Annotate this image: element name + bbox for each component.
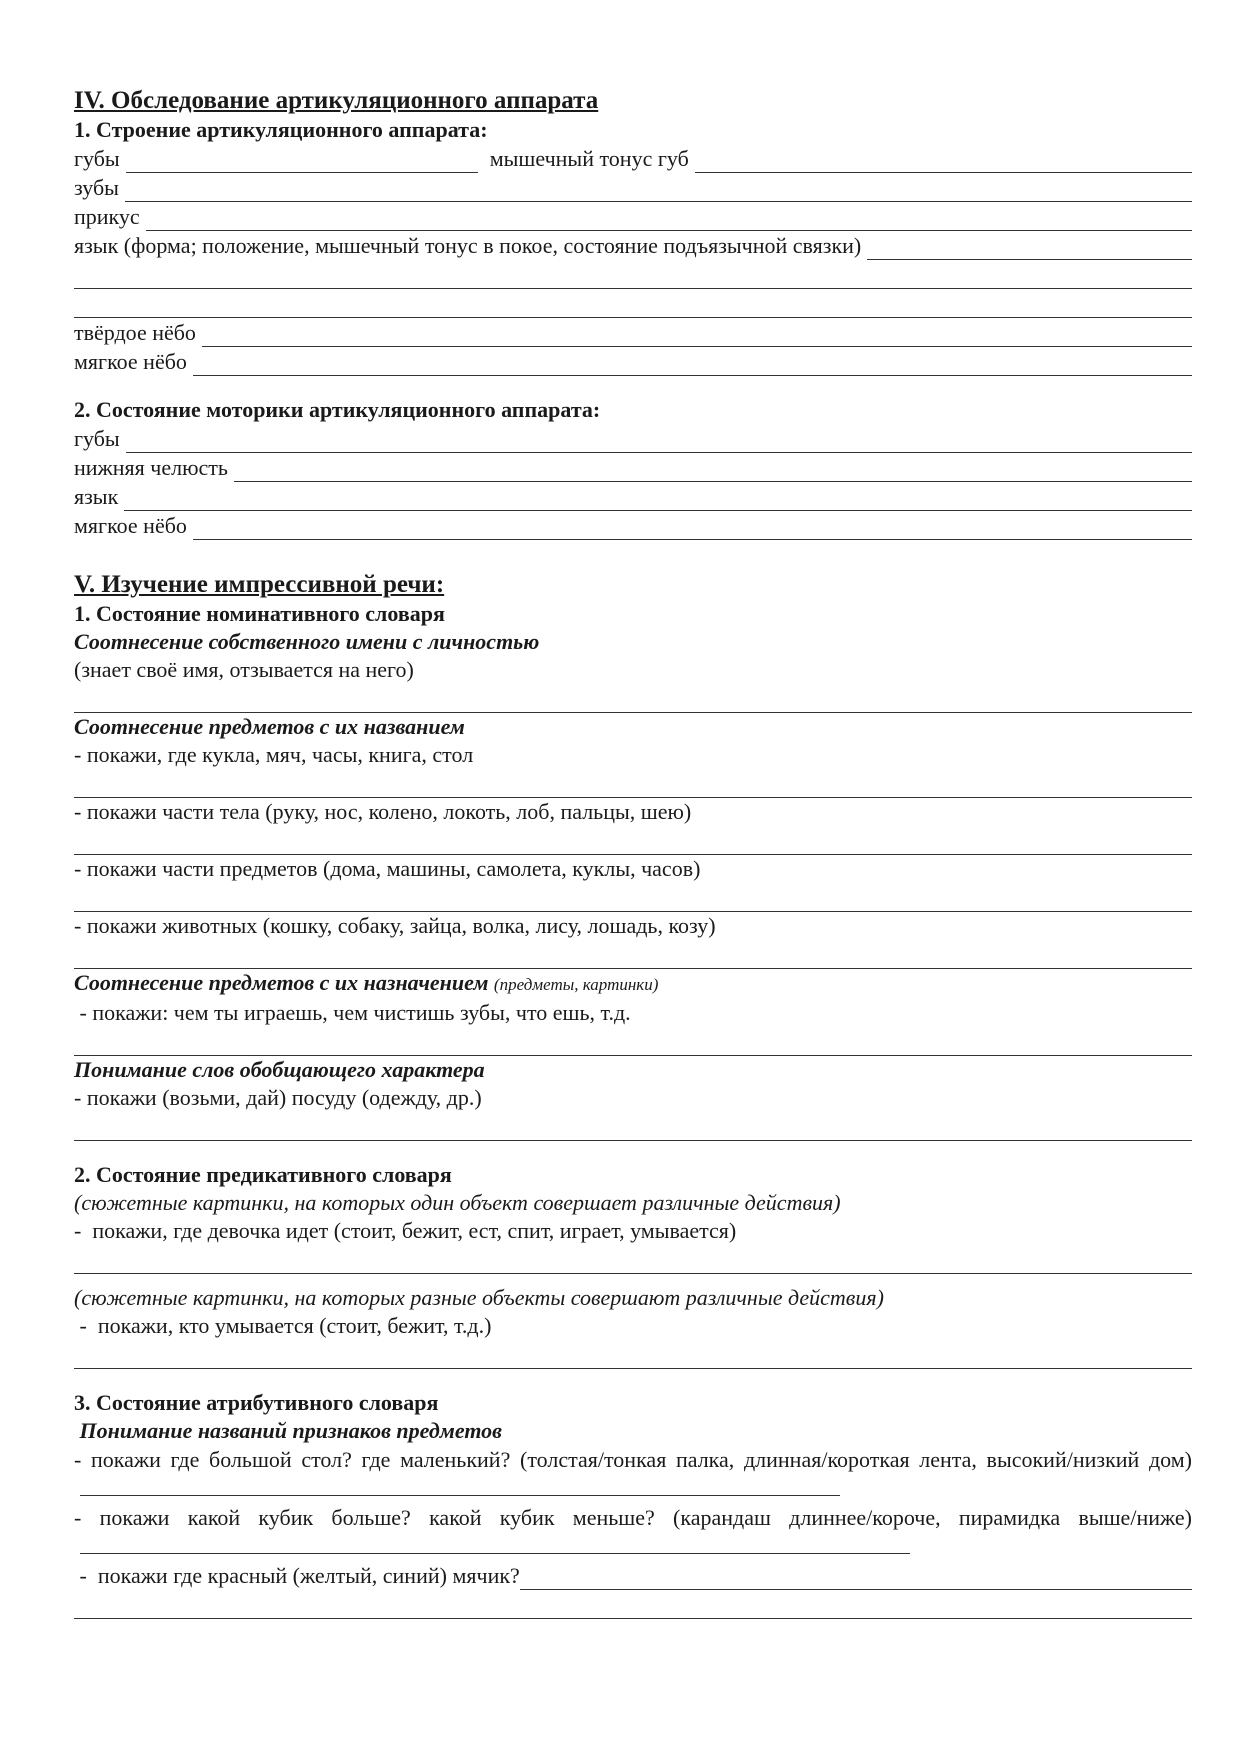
predicative-answer-line-1[interactable] [74,1245,1192,1274]
motor-tongue-field[interactable] [124,488,1192,511]
tongue-field[interactable] [867,237,1192,260]
attributive-item-3-row [74,1561,1192,1590]
own-name-answer-line[interactable] [74,684,1192,713]
bite-field[interactable] [146,208,1192,231]
objects-answer-line-2[interactable] [74,826,1192,855]
general-answer-line[interactable] [74,1112,1192,1141]
lips-row [74,144,1192,173]
bite-label: прикус [74,204,140,229]
objects-item-4: - покажи животных (кошку, собаку, зайца, волка, лису, лошадь, козу) [74,913,716,938]
objects-answer-line-4[interactable] [74,940,1192,969]
attributive-answer-line-3[interactable] [520,1567,1192,1590]
purpose-note: (предметы, картинки) [493,975,659,994]
teeth-row [74,173,1192,202]
objects-item-2: - покажи части тела (руку, нос, колено, локоть, лоб, пальцы, шею) [74,799,692,824]
motor-soft-palate-row [74,511,1192,540]
objects-answer-line-1[interactable] [74,769,1192,798]
motor-jaw-label: нижняя челюсть [74,455,228,480]
attributive-title: 3. Состояние атрибутивного словаря [74,1390,439,1415]
objects-item-3: - покажи части предметов (дома, машины, самолета, куклы, часов) [74,856,701,881]
lips-tone-label: мышечный тонус губ [489,146,689,171]
nominative-title: 1. Состояние номинативного словаря [74,601,445,626]
motor-lips-field[interactable] [126,430,1192,453]
motor-soft-palate-field[interactable] [193,517,1192,540]
soft-palate-field[interactable] [193,353,1192,376]
hard-palate-field[interactable] [202,324,1192,347]
objects-answer-line-3[interactable] [74,883,1192,912]
objects-item-1: - покажи, где кукла, мяч, часы, книга, стол [74,742,474,767]
motor-jaw-row [74,453,1192,482]
section-5-title: V. Изучение импрессивной речи: [74,571,445,598]
soft-palate-row [74,347,1192,376]
attributive-heading: Понимание названий признаков предметов [74,1418,502,1443]
teeth-label: зубы [74,175,119,200]
structure-title: 1. Строение артикуляционного аппарата: [74,117,488,142]
lips-field[interactable] [126,150,478,173]
motor-lips-row [74,424,1192,453]
own-name-note: (знает своё имя, отзывается на него) [74,657,414,682]
attributive-answer-line-2[interactable] [80,1535,910,1554]
attributive-item-3: - покажи где красный (желтый, синий) мячик? [74,1563,520,1588]
objects-heading: Соотнесение предметов с их названием [74,714,465,739]
tongue-row [74,231,1192,260]
general-item: - покажи (возьми, дай) посуду (одежду, др.) [74,1085,482,1110]
tongue-blank-line-1[interactable] [74,260,1192,289]
attributive-item-1: - покажи где большой стол? где маленький? (толстая/тонкая палка, длинная/короткая лента, высокий/низкий дом) [74,1447,1192,1472]
bite-row [74,202,1192,231]
tongue-blank-line-2[interactable] [74,289,1192,318]
predicative-note-2: (сюжетные картинки, на которых разные объекты совершают различные действия) [74,1285,884,1310]
hard-palate-label: твёрдое нёбо [74,320,196,345]
purpose-heading-line [74,969,1192,999]
teeth-field[interactable] [125,179,1192,202]
motor-title: 2. Состояние моторики артикуляционного аппарата: [74,397,601,422]
purpose-heading: Соотнесение предметов с их назначением [74,970,489,995]
general-heading: Понимание слов обобщающего характера [74,1057,485,1082]
lips-tone-field[interactable] [695,150,1192,173]
purpose-item: - покажи: чем ты играешь, чем чистишь зубы, что ешь, т.д. [74,1000,631,1025]
section-4-title: IV. Обследование артикуляционного аппарата [74,87,599,114]
own-name-heading: Соотнесение собственного имени с личностью [74,629,540,654]
soft-palate-label: мягкое нёбо [74,349,187,374]
attributive-answer-line-1[interactable] [80,1477,840,1496]
attributive-item-2-block [74,1503,1192,1561]
predicative-item-2: - покажи, кто умывается (стоит, бежит, т.д.) [74,1313,492,1338]
motor-jaw-field[interactable] [234,459,1192,482]
tongue-label: язык (форма; положение, мышечный тонус в покое, состояние подъязычной связки) [74,233,862,258]
predicative-title: 2. Состояние предикативного словаря [74,1162,452,1187]
purpose-answer-line[interactable] [74,1027,1192,1056]
lips-label: губы [74,146,120,171]
attributive-item-2: - покажи какой кубик больше? какой кубик меньше? (карандаш длиннее/короче, пирамидка выше/ниже) [74,1505,1192,1530]
predicative-answer-line-2[interactable] [74,1340,1192,1369]
hard-palate-row [74,318,1192,347]
predicative-item-1: - покажи, где девочка идет (стоит, бежит, ест, спит, играет, умывается) [74,1218,737,1243]
motor-tongue-label: язык [74,484,119,509]
motor-lips-label: губы [74,426,120,451]
motor-soft-palate-label: мягкое нёбо [74,513,187,538]
attributive-answer-line-4[interactable] [74,1590,1192,1619]
motor-tongue-row [74,482,1192,511]
predicative-note-1: (сюжетные картинки, на которых один объект совершает различные действия) [74,1190,841,1215]
attributive-item-1-block [74,1445,1192,1503]
